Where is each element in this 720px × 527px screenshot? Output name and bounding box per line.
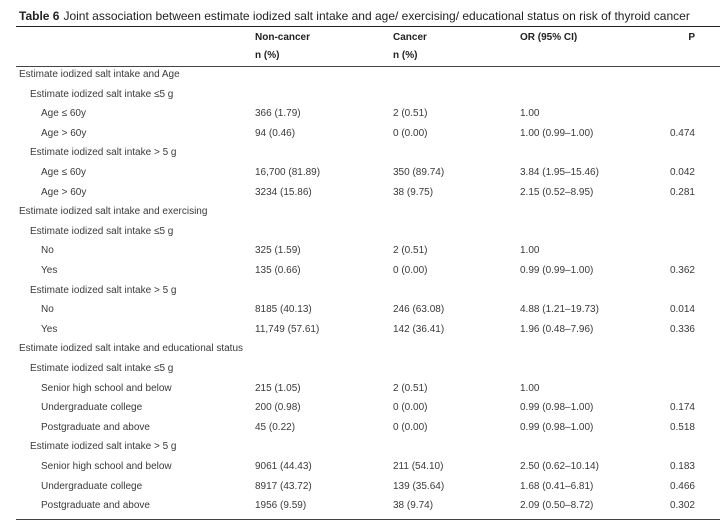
row-p-value: 0.042: [669, 167, 695, 178]
row-label: Yes: [41, 323, 58, 335]
row-or-value: 1.00: [520, 108, 540, 120]
row-label: Estimate iodized salt intake > 5 g: [30, 147, 177, 159]
row-noncancer-value: 8917 (43.72): [255, 480, 312, 492]
row-p-value: 0.474: [669, 127, 695, 139]
table-row: [0, 320, 720, 340]
row-p-value: 0.302: [669, 500, 695, 512]
table-row: [0, 261, 720, 281]
section-row: [0, 65, 720, 85]
row-noncancer-value: 200 (0.98): [255, 402, 301, 414]
row-label: Estimate iodized salt intake > 5 g: [30, 441, 177, 453]
row-or-value: 1.96 (0.48–7.96): [520, 323, 594, 335]
table-row: [0, 418, 720, 438]
subgroup-row: [0, 222, 720, 242]
row-cancer-value: 38 (9.74): [393, 500, 434, 512]
table-row: [0, 124, 720, 144]
table-caption: [19, 9, 690, 23]
row-or-value: 4.88 (1.21–19.73): [520, 304, 599, 316]
row-cancer-value: 0 (0.00): [393, 127, 428, 139]
row-label: Senior high school and below: [41, 382, 172, 394]
table-row: [0, 163, 720, 183]
row-or-value: 2.50 (0.62–10.14): [520, 461, 599, 472]
header-cancer-unit: n (%): [393, 50, 418, 61]
subgroup-row: [0, 143, 720, 163]
header-p: P: [688, 32, 695, 43]
row-cancer-value: 2 (0.51): [393, 108, 428, 120]
row-or-value: 0.99 (0.99–1.00): [520, 265, 594, 276]
row-p-value: 0.014: [669, 304, 695, 316]
row-label: No: [41, 304, 54, 316]
row-label: Estimate iodized salt intake ≤5 g: [30, 225, 174, 237]
row-p-value: 0.362: [669, 265, 695, 276]
row-cancer-value: 0 (0.00): [393, 402, 428, 414]
row-or-value: 2.15 (0.52–8.95): [520, 186, 594, 198]
row-noncancer-value: 3234 (15.86): [255, 186, 312, 198]
row-cancer-value: 0 (0.00): [393, 421, 428, 433]
row-noncancer-value: 215 (1.05): [255, 382, 301, 394]
table-row: [0, 183, 720, 203]
row-cancer-value: 2 (0.51): [393, 245, 428, 257]
table-row: [0, 104, 720, 124]
row-noncancer-value: 135 (0.66): [255, 265, 301, 276]
row-label: Estimate iodized salt intake and exercising: [19, 206, 208, 218]
row-label: Senior high school and below: [41, 461, 172, 472]
table-row: [0, 496, 720, 516]
table-caption-text: Joint association between estimate iodized salt intake and age/ exercising/ educational status on risk of thyroid cancer: [63, 9, 690, 23]
row-or-value: 1.00: [520, 245, 540, 257]
row-p-value: 0.336: [669, 323, 695, 335]
row-label: Age ≤ 60y: [41, 108, 86, 120]
table-row: [0, 379, 720, 399]
row-noncancer-value: 94 (0.46): [255, 127, 296, 139]
bottom-rule: [16, 519, 720, 520]
table-caption-label: Table 6: [19, 9, 60, 23]
row-or-value: 1.68 (0.41–6.81): [520, 480, 594, 492]
subgroup-row: [0, 359, 720, 379]
row-label: Estimate iodized salt intake and educational status: [19, 343, 244, 355]
header-cancer: Cancer: [393, 32, 427, 43]
subgroup-row: [0, 85, 720, 105]
row-label: Undergraduate college: [41, 402, 143, 414]
subgroup-row: [0, 437, 720, 457]
row-noncancer-value: 325 (1.59): [255, 245, 301, 257]
row-label: Age ≤ 60y: [41, 167, 86, 178]
row-noncancer-value: 8185 (40.13): [255, 304, 312, 316]
row-cancer-value: 38 (9.75): [393, 186, 434, 198]
row-p-value: 0.281: [669, 186, 695, 198]
section-row: [0, 339, 720, 359]
row-label: Estimate iodized salt intake ≤5 g: [30, 88, 174, 100]
row-noncancer-value: 16,700 (81.89): [255, 167, 321, 178]
row-label: Age > 60y: [41, 186, 87, 198]
row-cancer-value: 211 (54.10): [393, 461, 444, 472]
row-or-value: 3.84 (1.95–15.46): [520, 167, 599, 178]
row-label: Estimate iodized salt intake > 5 g: [30, 284, 177, 296]
table-row: [0, 300, 720, 320]
row-label: Postgraduate and above: [41, 421, 150, 433]
section-row: [0, 202, 720, 222]
top-rule: [16, 26, 720, 27]
row-label: Yes: [41, 265, 58, 276]
row-p-value: 0.466: [669, 480, 695, 492]
header-noncancer: Non-cancer: [255, 32, 311, 43]
header-or: OR (95% CI): [520, 32, 578, 43]
row-label: No: [41, 245, 54, 257]
row-or-value: 2.09 (0.50–8.72): [520, 500, 594, 512]
row-label: Estimate iodized salt intake and Age: [19, 69, 180, 80]
table-row: [0, 457, 720, 477]
table-row: [0, 241, 720, 261]
row-or-value: 1.00: [520, 382, 540, 394]
row-cancer-value: 2 (0.51): [393, 382, 428, 394]
row-cancer-value: 246 (63.08): [393, 304, 445, 316]
row-label: Estimate iodized salt intake ≤5 g: [30, 363, 174, 374]
row-or-value: 1.00 (0.99–1.00): [520, 127, 594, 139]
row-p-value: 0.174: [669, 402, 695, 414]
row-p-value: 0.183: [669, 461, 695, 472]
table-row: [0, 398, 720, 418]
subgroup-row: [0, 281, 720, 301]
row-cancer-value: 0 (0.00): [393, 265, 428, 276]
row-label: Undergraduate college: [41, 480, 143, 492]
table-row: [0, 477, 720, 497]
row-cancer-value: 139 (35.64): [393, 480, 445, 492]
row-cancer-value: 350 (89.74): [393, 167, 445, 178]
row-label: Age > 60y: [41, 127, 87, 139]
row-or-value: 0.99 (0.98–1.00): [520, 421, 594, 433]
row-noncancer-value: 9061 (44.43): [255, 461, 312, 472]
row-cancer-value: 142 (36.41): [393, 323, 445, 335]
row-label: Postgraduate and above: [41, 500, 150, 512]
row-noncancer-value: 11,749 (57.61): [255, 323, 320, 335]
row-noncancer-value: 1956 (9.59): [255, 500, 307, 512]
row-noncancer-value: 45 (0.22): [255, 421, 296, 433]
row-noncancer-value: 366 (1.79): [255, 108, 301, 120]
header-noncancer-unit: n (%): [255, 50, 280, 61]
row-or-value: 0.99 (0.98–1.00): [520, 402, 594, 414]
row-p-value: 0.518: [669, 421, 695, 433]
